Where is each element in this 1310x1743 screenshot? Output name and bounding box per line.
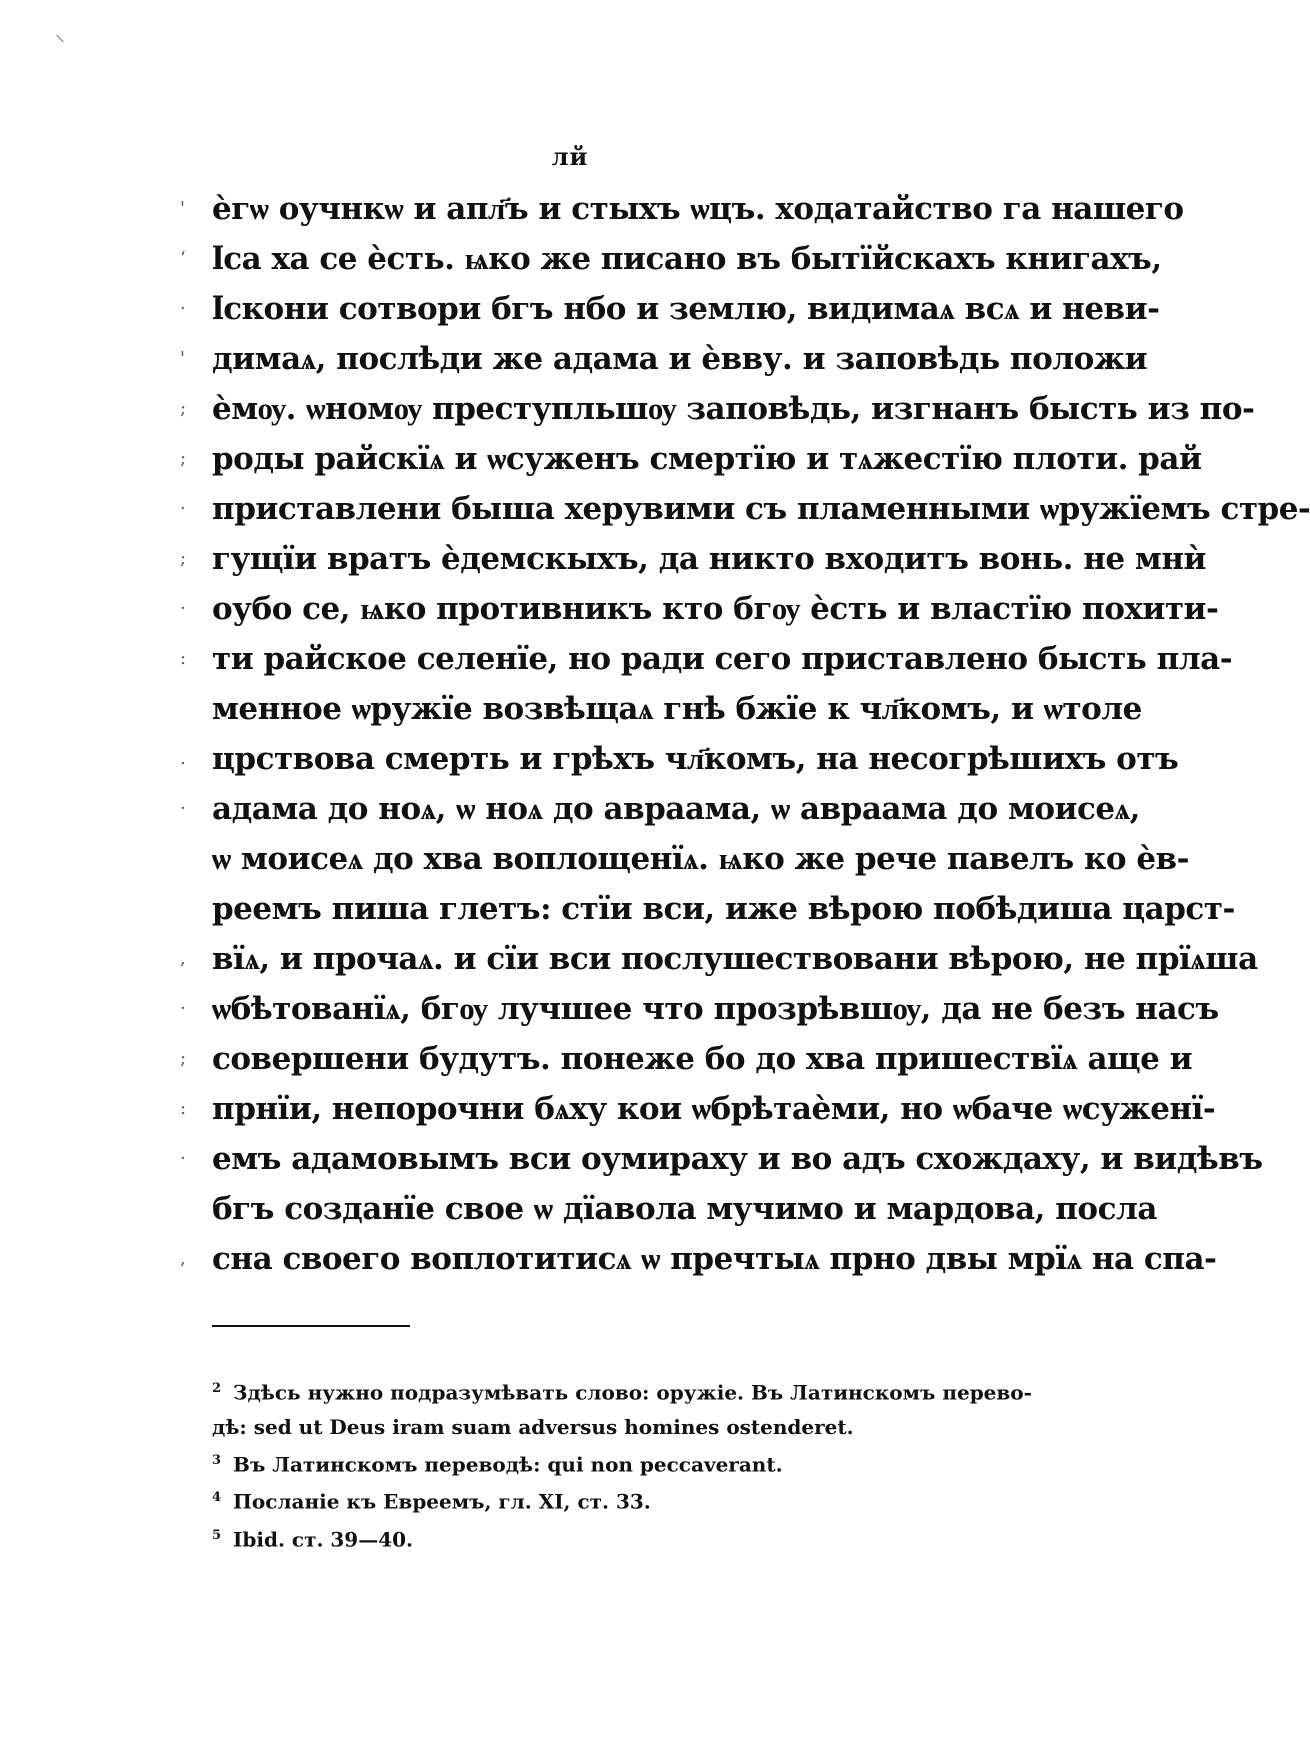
text-line: ѡ моисеѧ до хва воплощенїѧ. ѩко же рече павелъ ко ѐв-	[212, 841, 1189, 877]
text-line: димаѧ, послѣди же адама и ѐвву. и заповѣдь положи	[212, 341, 1148, 377]
text-line: ѐгѡ оучнкѡ и апл҃ъ и стыхъ ѡцъ. ходатайство га нашего	[212, 191, 1184, 227]
text-line: бгъ созданїе свое ѡ дїавола мучимо и мардова, посла	[212, 1191, 1157, 1227]
footnote	[212, 1444, 1050, 1482]
footnote	[212, 1481, 1050, 1519]
text-line: ӏса ха се ѐсть. ѩко же писано въ бытїйскахъ книгахъ,	[212, 241, 1162, 277]
text-line: оубо се, ѩко противникъ кто бгѹ ѐсть и властїю похити-	[212, 591, 1219, 627]
text-line: ти райское селенїе, но ради сего приставлено бысть пла-	[212, 641, 1233, 677]
margin-marks: ' ‘ · ' ; ; · ; · : . · , · ; : · ,	[180, 198, 187, 1269]
text-line: адама до ноѧ, ѡ ноѧ до авраама, ѡ авраама до моисеѧ,	[212, 791, 1140, 827]
text-line: ӏскони сотвори бгъ нбо и землю, видимаѧ всѧ и неви-	[212, 291, 1160, 327]
footnote	[212, 1519, 1050, 1557]
margin-smudge: ⸌	[55, 30, 65, 54]
text-line: емъ адамовымъ вси оумираху и во адъ схождаху, и видѣвъ	[212, 1141, 1263, 1177]
text-line: совершени будутъ. понеже бо до хва пришествїѧ аще и	[212, 1041, 1193, 1077]
footnote-continuation	[212, 1410, 1050, 1444]
footnote-mark: 2	[212, 1381, 222, 1396]
text-line: гущїи вратъ ѐдемскыхъ, да никто входитъ вонь. не мнѝ	[212, 541, 1207, 577]
text-line: реемъ пиша глетъ: стїи вси, иже вѣрою побѣдиша царст-	[212, 891, 1235, 927]
text-line: роды райскїѧ и ѡсуженъ смертїю и тѧжестїю плоти. рай	[212, 441, 1202, 477]
footnote-mark: 4	[212, 1490, 222, 1506]
text-line: вїѧ, и прочаѧ. и сїи вси послушествовани вѣрою, не прїѧша	[212, 941, 1258, 977]
footnote-text: дѣ: sed ut Deus iram suam adversus homines ostenderet.	[212, 1414, 854, 1439]
footnote-text: Посланіе къ Евреемъ, гл. XI, ст. 33.	[233, 1489, 651, 1514]
text-line: ѡбѣтованїѧ, бгѹ лучшее что прозрѣвшѹ, да не безъ насъ	[212, 991, 1219, 1027]
footnote-text: Здѣсь нужно подразумѣвать слово: оружіе. Въ Латинскомъ перево-	[233, 1380, 1032, 1405]
footnote-mark: 3	[212, 1452, 222, 1468]
main-text-block	[212, 184, 1310, 1284]
text-line: приставлени быша херувими съ пламенными ѡружїемъ стре-	[212, 491, 1310, 527]
text-line: прнїи, непорочни бѧху кои ѡбрѣтаѐми, но ѡбаче ѡсуженї-	[212, 1091, 1216, 1127]
footnote-mark: 5	[212, 1527, 222, 1543]
footnote-divider	[212, 1325, 410, 1327]
text-line: сна своего воплотитисѧ ѡ пречтыѧ прно двы мрїѧ на спа-	[212, 1241, 1217, 1277]
footnote-text: Ibid. ст. 39—40.	[233, 1527, 414, 1552]
footnote	[212, 1372, 1050, 1410]
page-number: лй	[551, 142, 589, 171]
text-line: ѐмѹ. ѡномѹ преступльшѹ заповѣдь, изгнанъ бысть из по-	[212, 391, 1255, 427]
text-line: црствова смерть и грѣхъ чл҃комъ, на несогрѣшихъ отъ	[212, 741, 1179, 777]
footnote-text: Въ Латинскомъ переводѣ: qui non peccaverant.	[233, 1452, 783, 1477]
footnotes	[212, 1372, 1050, 1557]
text-line: менное ѡружїе возвѣщаѧ гнѣ бжїе к чл҃комъ, и ѡтоле	[212, 691, 1142, 727]
